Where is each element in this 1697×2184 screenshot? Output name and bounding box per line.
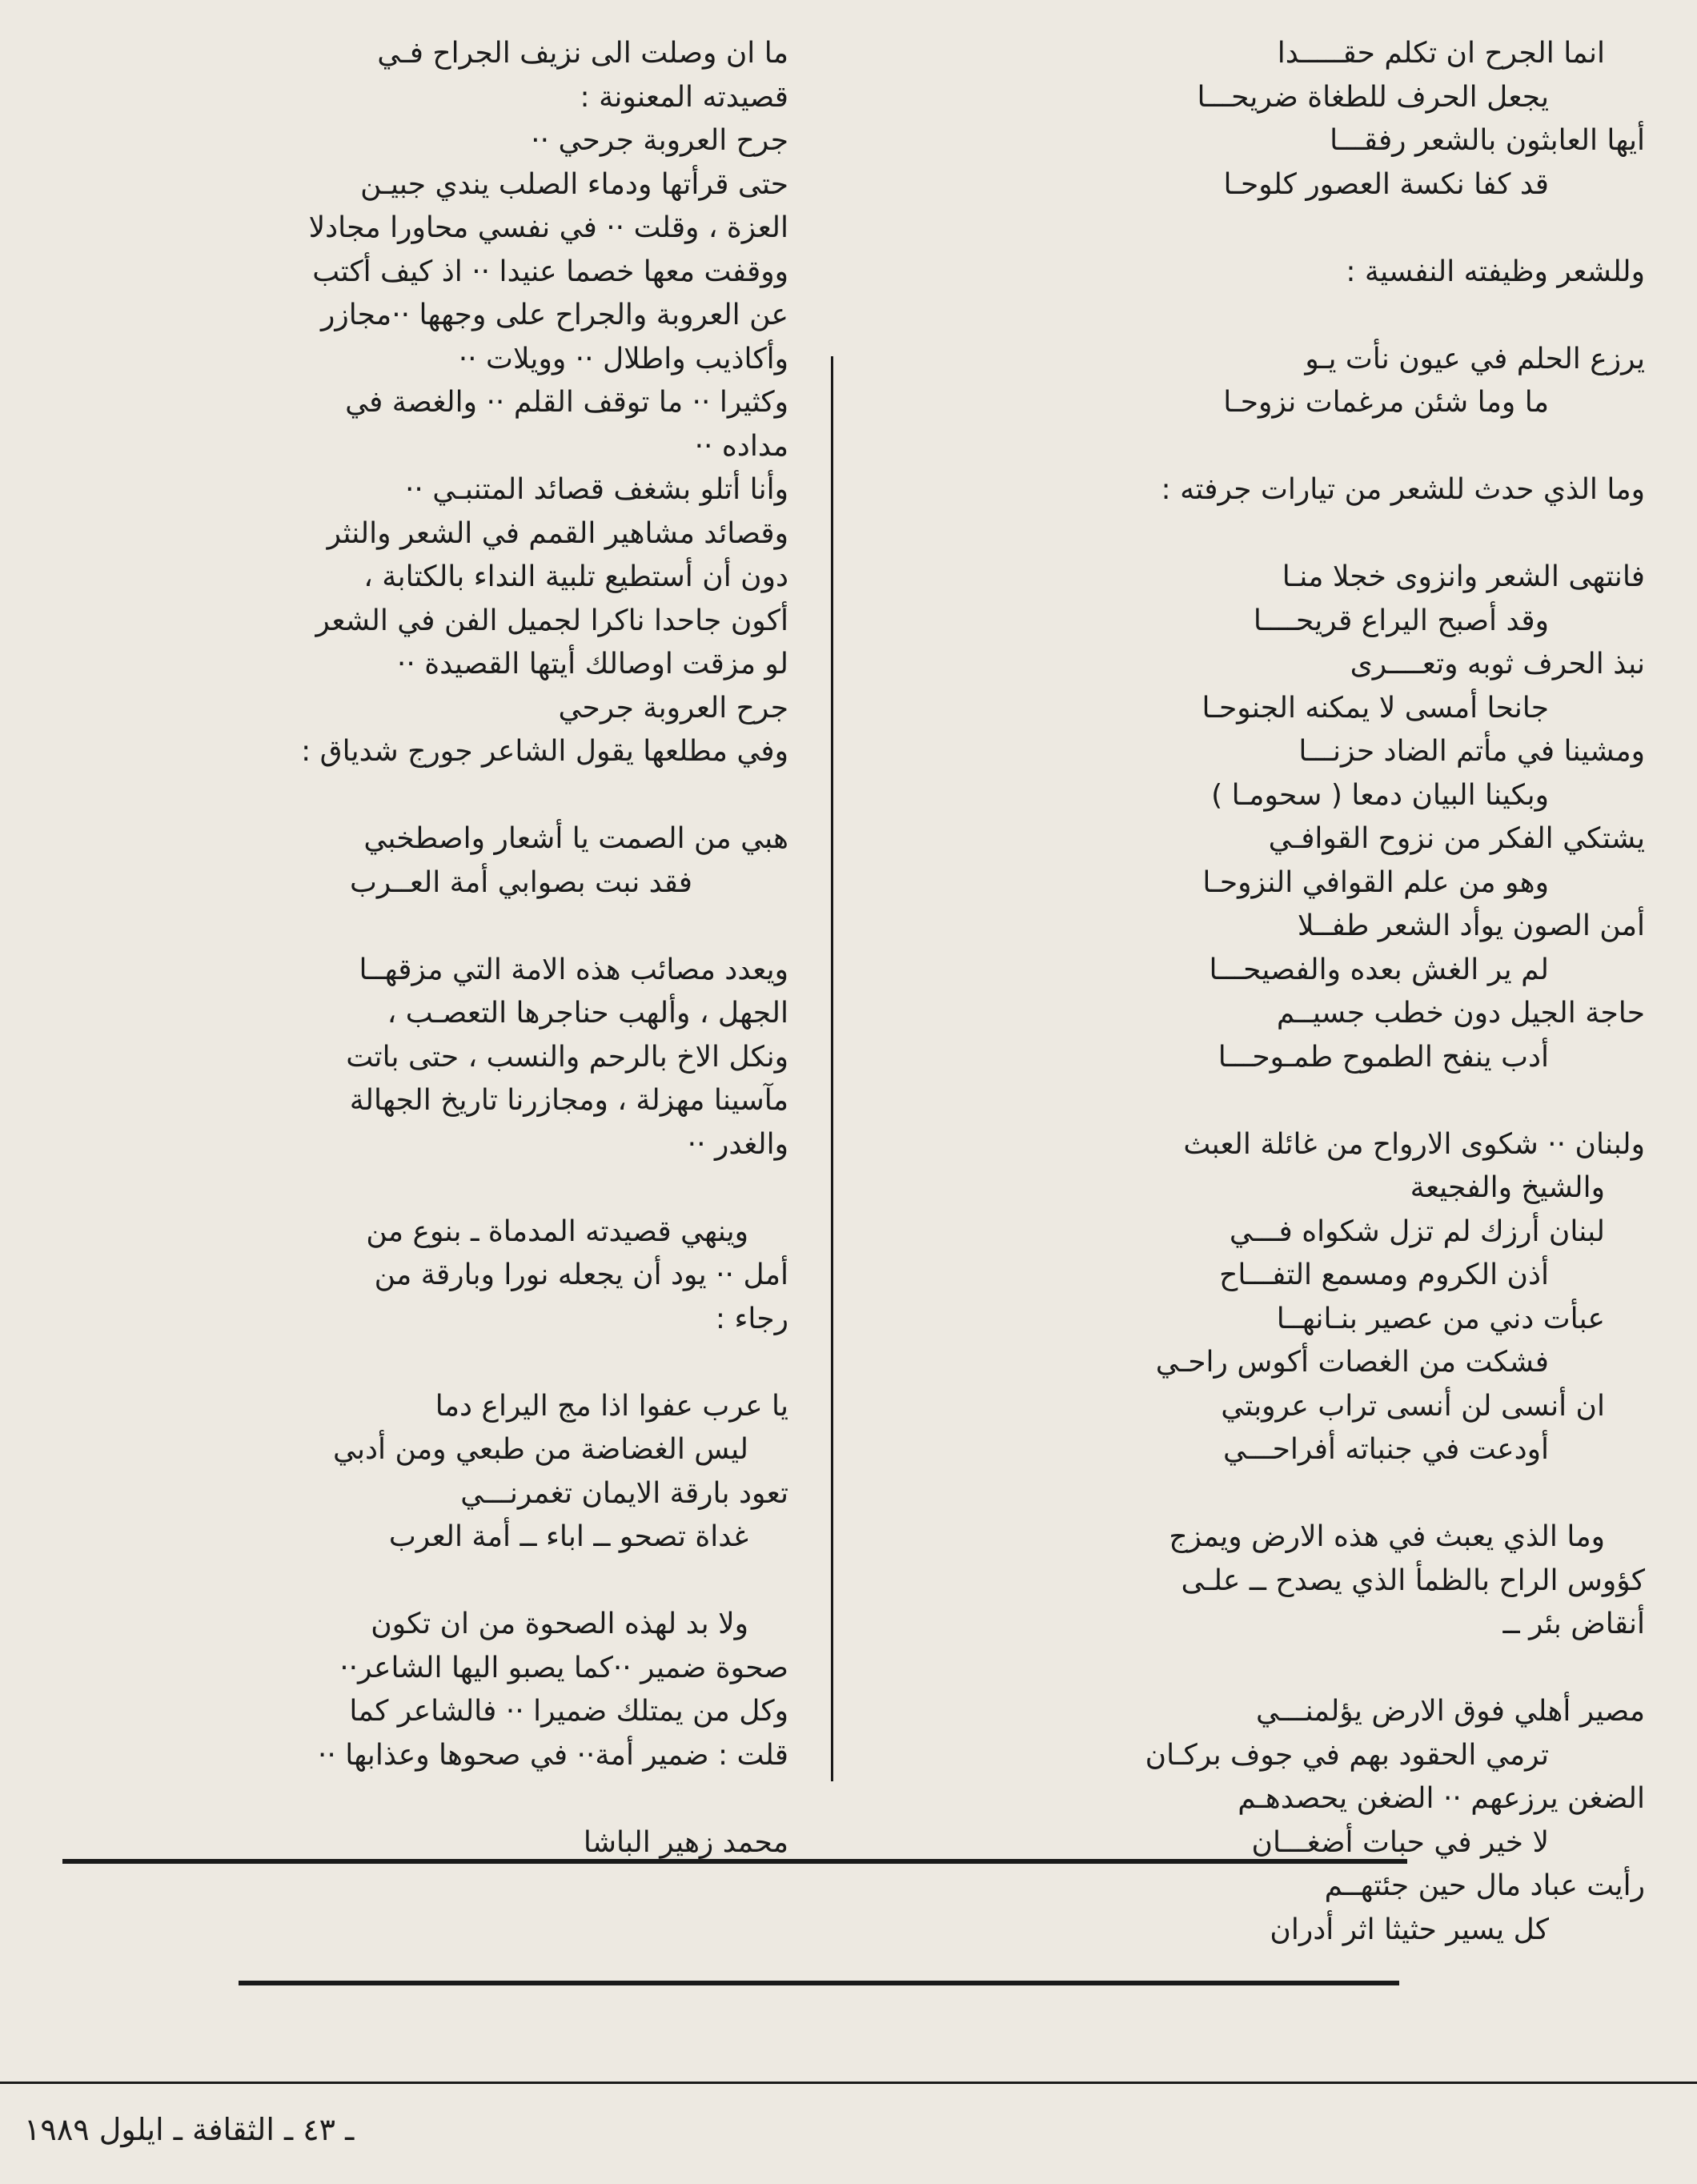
spacer bbox=[36, 905, 788, 949]
text-line: يا عرب عفوا اذا مج اليراع دما bbox=[435, 1389, 788, 1423]
text-line: لا خير في حبات أضغـــان bbox=[1251, 1825, 1549, 1859]
right-column bbox=[941, 32, 1645, 1952]
text-line: وقد أصبح اليراع قريحــــا bbox=[1253, 604, 1549, 637]
text-line: هبي من الصمت يا أشعار واصطخبي bbox=[363, 822, 788, 855]
text-line: لم ير الغش بعده والفصيحـــا bbox=[1209, 953, 1549, 986]
text-line: وفي مطلعها يقول الشاعر جورج شدياق : bbox=[301, 735, 788, 768]
text-line: وللشعر وظيفته النفسية : bbox=[1346, 255, 1645, 288]
spacer bbox=[36, 1341, 788, 1385]
text-line: عن العروبة والجراح على وجهها ··مجازر bbox=[320, 299, 788, 331]
text-line: ما ان وصلت الى نزيف الجراح فـي bbox=[377, 37, 788, 70]
text-line: ان أنسى لن أنسى تراب عروبتي bbox=[1221, 1389, 1605, 1423]
text-line: انما الجرح ان تكلم حقـــــدا bbox=[1277, 37, 1605, 70]
footer-rule bbox=[0, 2082, 1697, 2084]
spacer bbox=[941, 425, 1645, 469]
text-line: وبكينا البيان دمعا ( سحومـا ) bbox=[1211, 778, 1549, 812]
text-line: مآسينا مهزلة ، ومجازرنا تاريخ الجهالة bbox=[349, 1084, 788, 1117]
text-line: أذن الكروم ومسمع التفـــاح bbox=[1219, 1259, 1549, 1291]
text-line: ونكل الاخ بالرحم والنسب ، حتى باتت bbox=[346, 1040, 788, 1074]
text-line: عبأت دني من عصير بنـانهــا bbox=[1276, 1302, 1605, 1335]
text-line: قلت : ضمير أمة·· في صحوها وعذابها ·· bbox=[317, 1738, 788, 1772]
text-line: وهو من علم القوافي النزوحـا bbox=[1202, 865, 1549, 899]
text-line: أكون جاحدا ناكرا لجميل الفن في الشعر bbox=[315, 604, 788, 637]
text-line: وما الذي يعبث في هذه الارض ويمزج bbox=[1169, 1520, 1605, 1553]
text-line: أدب ينفح الطموح طمـوحـــا bbox=[1218, 1040, 1549, 1074]
text-line: ولبنان ·· شكوى الارواح من غائلة العبث bbox=[1183, 1127, 1645, 1161]
text-line: دون أن أستطيع تلبية النداء بالكتابة ، bbox=[363, 560, 788, 593]
text-line: كؤوس الراح بالظمأ الذي يصدح ــ علـى bbox=[1181, 1564, 1645, 1597]
text-line: لبنان أرزك لم تزل شكواه فـــي bbox=[1229, 1214, 1605, 1248]
spacer bbox=[941, 207, 1645, 251]
spacer bbox=[941, 1647, 1645, 1691]
text-line: ما وما شئن مرغمات نزوحـا bbox=[1223, 386, 1549, 419]
text-line: رجاء : bbox=[715, 1302, 788, 1335]
text-line: وكل من يمتلك ضميرا ·· فالشاعر كما bbox=[349, 1695, 788, 1728]
text-line: ولا بد لهذه الصحوة من ان تكون bbox=[371, 1608, 748, 1640]
page-footer: ـ ٤٣ ـ الثقافة ـ ايلول ١٩٨٩ bbox=[24, 2112, 355, 2147]
text-line: العزة ، وقلت ·· في نفسي محاورا مجادلا bbox=[308, 211, 788, 244]
text-line: صحوة ضمير ··كما يصبو اليها الشاعر·· bbox=[339, 1651, 788, 1684]
text-line: والغدر ·· bbox=[687, 1127, 788, 1161]
text-line: أنقاض بئر ــ bbox=[1502, 1608, 1645, 1640]
column-divider bbox=[831, 356, 833, 1781]
text-line: كل يسير حثيثا اثر أدران bbox=[1270, 1913, 1549, 1946]
text-line: غداة تصحو ــ اباء ــ أمة العرب bbox=[388, 1520, 748, 1553]
spacer bbox=[36, 1560, 788, 1604]
text-line: ووقفت معها خصما عنيدا ·· اذ كيف أكتب bbox=[312, 255, 788, 288]
spacer bbox=[36, 774, 788, 818]
text-line: يشتكي الفكر من نزوح القوافـي bbox=[1268, 822, 1645, 855]
text-line: فانتهى الشعر وانزوى خجلا منـا bbox=[1282, 560, 1645, 593]
text-line: مداده ·· bbox=[694, 429, 788, 463]
text-line: وقصائد مشاهير القمم في الشعر والنثر bbox=[327, 516, 788, 550]
text-line: يرزع الحلم في عيون نأت يـو bbox=[1305, 342, 1645, 375]
text-line: وكثيرا ·· ما توقف القلم ·· والغصة في bbox=[345, 386, 788, 419]
text-line: رأيت عباد مال حين جئتهــم bbox=[1324, 1869, 1645, 1902]
text-line: أمل ·· يود أن يجعله نورا وبارقة من bbox=[374, 1259, 788, 1291]
text-line: وينهي قصيدته المدماة ـ بنوع من bbox=[366, 1214, 748, 1248]
text-line: لو مزقت اوصالك أيتها القصيدة ·· bbox=[396, 648, 788, 680]
text-line: قصيدته المعنونة : bbox=[580, 80, 788, 114]
divider-line bbox=[239, 1981, 1399, 1985]
text-line: ليس الغضاضة من طبعي ومن أدبي bbox=[332, 1433, 748, 1466]
text-line: الضغن يرزعهم ·· الضغن يحصدهـم bbox=[1238, 1782, 1645, 1815]
spacer bbox=[941, 294, 1645, 338]
text-line: تعود بارقة الايمان تغمرنـــي bbox=[460, 1476, 788, 1510]
spacer bbox=[941, 512, 1645, 556]
text-line: حتى قرأتها ودماء الصلب يندي جبيـن bbox=[360, 167, 788, 201]
text-line: جرح العروبة جرحي ·· bbox=[531, 124, 788, 157]
text-line: قد كفا نكسة العصور كلوحـا bbox=[1223, 167, 1549, 201]
text-line: الجهل ، وألهب حناجرها التعصـب ، bbox=[387, 997, 788, 1030]
text-line: جانحا أمسى لا يمكنه الجنوحـا bbox=[1202, 691, 1549, 725]
text-line: أودعت في جنباته أفراحـــي bbox=[1222, 1433, 1549, 1466]
text-line: ومشينا في مأتم الضاد حزنـــا bbox=[1298, 735, 1645, 768]
text-line: جرح العروبة جرحي bbox=[558, 691, 788, 725]
text-line: مصير أهلي فوق الارض يؤلمنـــي bbox=[1256, 1695, 1645, 1728]
text-line: نبذ الحرف ثوبه وتعــــرى bbox=[1350, 648, 1645, 680]
text-line: فقد نبت بصوابي أمة العــرب bbox=[350, 865, 692, 899]
text-line: محمد زهير الباشا bbox=[583, 1825, 788, 1859]
text-line: فشكت من الغصات أكوس راحـي bbox=[1155, 1346, 1549, 1379]
text-line: أيها العابثون بالشعر رفقـــا bbox=[1330, 124, 1645, 157]
text-line: ترمي الحقود بهم في جوف بركـان bbox=[1145, 1738, 1549, 1772]
text-line: والشيخ والفجيعة bbox=[1410, 1171, 1605, 1204]
text-line: وما الذي حدث للشعر من تيارات جرفته : bbox=[1161, 473, 1645, 506]
spacer bbox=[941, 1079, 1645, 1123]
text-line: حاجة الجيل دون خطب جسيــم bbox=[1276, 997, 1645, 1030]
text-line: ويعدد مصائب هذه الامة التي مزقهــا bbox=[359, 953, 788, 986]
divider-line bbox=[62, 1859, 1407, 1864]
spacer bbox=[36, 1166, 788, 1210]
text-line: يجعل الحرف للطغاة ضريحـــا bbox=[1197, 80, 1549, 114]
text-line: وأنا أتلو بشغف قصائد المتنبـي ·· bbox=[404, 473, 788, 506]
spacer bbox=[941, 1472, 1645, 1516]
spacer bbox=[36, 1777, 788, 1821]
text-line: وأكاذيب واطلال ·· وويلات ·· bbox=[458, 342, 788, 375]
left-column bbox=[36, 32, 788, 1865]
text-line: أمن الصون يوأد الشعر طفــلا bbox=[1297, 909, 1645, 942]
